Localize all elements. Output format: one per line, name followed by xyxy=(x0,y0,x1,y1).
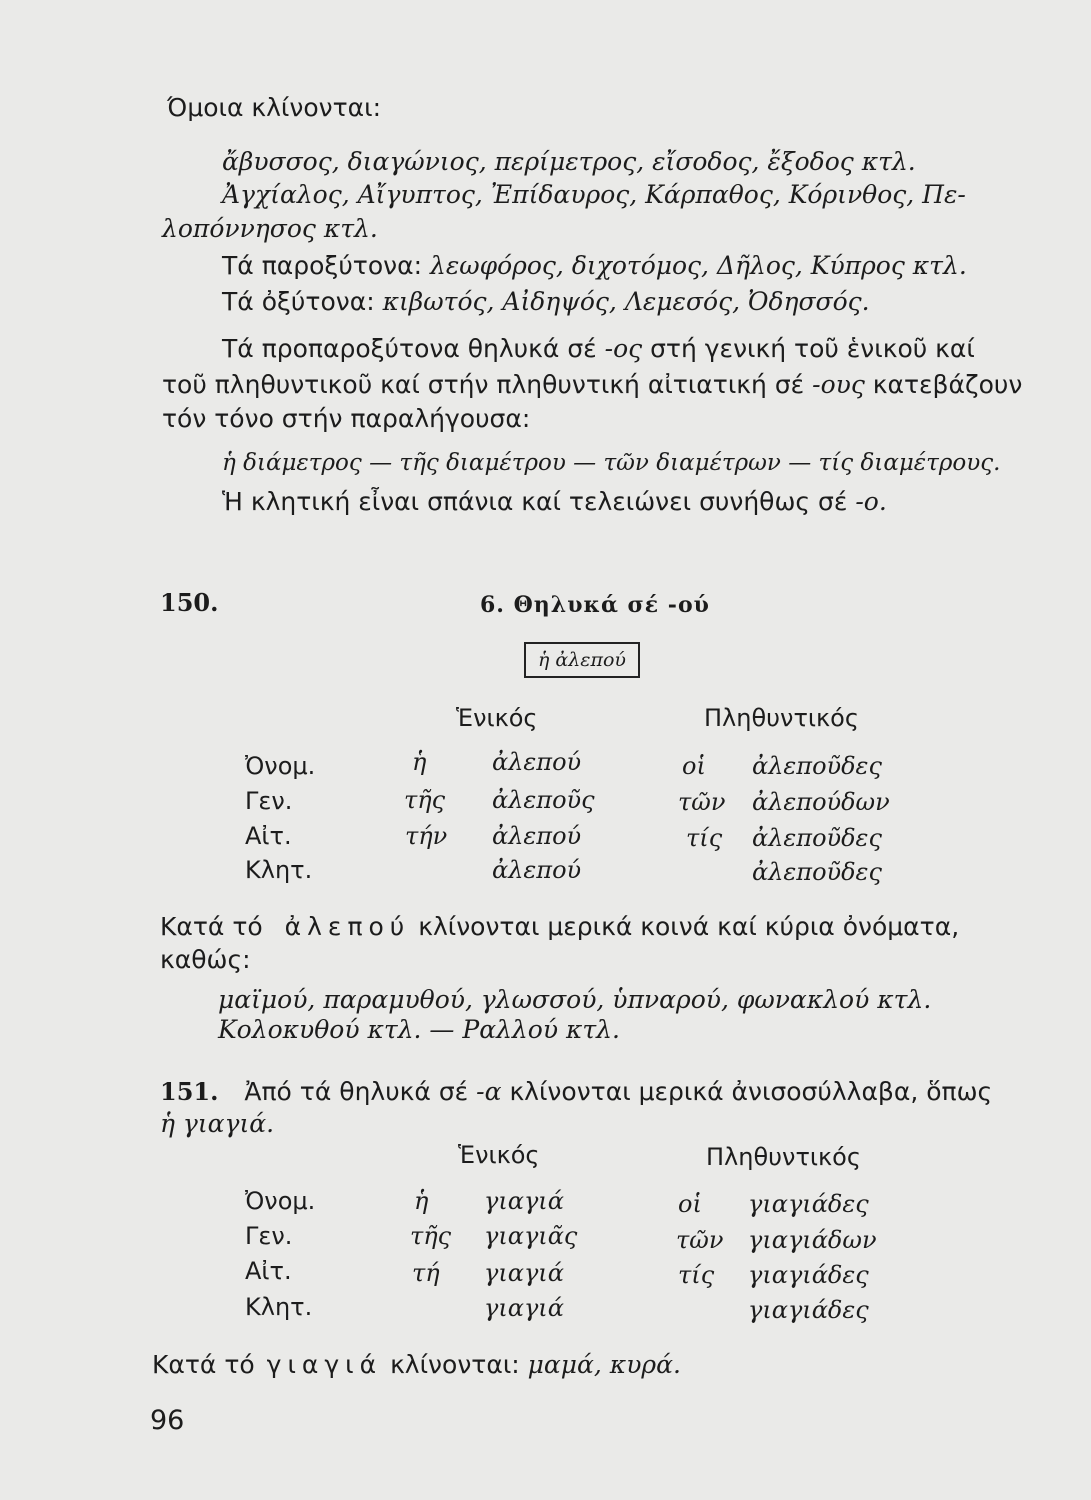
form-singular: γιαγιά xyxy=(484,1259,564,1287)
col-plural-151: Πληθυντικός xyxy=(706,1143,861,1171)
article-plural: οἱ xyxy=(678,1190,702,1218)
rule-line-1 xyxy=(222,334,975,364)
homoia-line-3: λοπόννησος κτλ. xyxy=(162,214,378,243)
intro-text: κλίνονται μερικά ἀνισοσύλλαβα, ὅπως xyxy=(501,1077,993,1106)
section-151-final-line xyxy=(152,1350,681,1380)
article-plural: τῶν xyxy=(678,788,726,816)
form-singular: ἀλεπού xyxy=(492,748,582,776)
after-text: Κατά τό xyxy=(160,912,271,941)
article-singular: ἡ xyxy=(412,748,427,776)
case-label: Αἰτ. xyxy=(245,1257,292,1285)
page-number: 96 xyxy=(150,1405,185,1436)
article-plural: τῶν xyxy=(676,1226,724,1254)
section-150-after-line-1 xyxy=(160,912,959,942)
section-150-title: 6. Θηλυκά σέ -ού xyxy=(480,592,710,618)
form-plural: γιαγιάδες xyxy=(748,1190,869,1218)
rule-text: τοῦ πληθυντικοῦ καί στήν πληθυντική αἰτιατική σέ xyxy=(162,370,813,399)
paroxytona-label: Τά παροξύτονα: xyxy=(222,251,423,280)
case-label: Αἰτ. xyxy=(245,822,292,850)
article-singular: τῆς xyxy=(404,786,446,814)
form-plural: ἀλεποῦδες xyxy=(752,858,882,886)
section-151-intro-line-1 xyxy=(160,1077,992,1107)
article-singular: τῆς xyxy=(410,1222,452,1250)
col-singular-151: Ἑνικός xyxy=(458,1141,540,1169)
homoia-line-2: Ἀγχίαλος, Αἴγυπτος, Ἐπίδαυρος, Κάρπαθος, Κόρινθος, Πε- xyxy=(222,180,966,209)
rule-line-3: τόν τόνο στήν παραλήγουσα: xyxy=(162,404,531,433)
rule-text: Τά προπαροξύτονα θηλυκά σέ xyxy=(222,334,605,363)
col-plural-150: Πληθυντικός xyxy=(704,704,859,732)
case-label: Ὀνομ. xyxy=(245,1187,316,1215)
form-singular: γιαγιά xyxy=(484,1187,564,1215)
case-label: Γεν. xyxy=(245,787,293,815)
article-singular: τή xyxy=(412,1259,440,1287)
final-text: κλίνονται: xyxy=(382,1350,528,1379)
paroxytona-words: λεωφόρος, διχοτόμος, Δῆλος, Κύπρος κτλ. xyxy=(429,251,967,280)
form-singular: ἀλεπού xyxy=(492,856,582,884)
case-label: Ὀνομ. xyxy=(245,752,316,780)
section-150-examples-2: Κολοκυθού κτλ. — Ραλλού κτλ. xyxy=(218,1015,620,1044)
rule-line-2 xyxy=(162,370,1022,400)
paroxytona-line xyxy=(222,251,967,281)
section-150-after-line-2: καθώς: xyxy=(160,945,251,974)
form-plural: ἀλεπούδων xyxy=(752,788,890,816)
intro-ending: -α xyxy=(476,1077,502,1106)
section-151-intro-line-2: ἡ γιαγιά. xyxy=(160,1109,275,1138)
article-plural: τίς xyxy=(678,1261,715,1289)
form-singular: ἀλεπού xyxy=(492,822,582,850)
rule-text: στή γενική τοῦ ἑνικοῦ καί xyxy=(642,334,975,363)
rule-ending-os: -ος xyxy=(604,334,643,363)
form-plural: ἀλεποῦδες xyxy=(752,752,882,780)
section-151-number: 151. xyxy=(160,1077,219,1106)
form-plural: γιαγιάδων xyxy=(748,1226,877,1254)
article-plural: οἱ xyxy=(682,752,706,780)
homoia-line-1: ἄβυσσος, διαγώνιος, περίμετρος, εἴσοδος, ἔξοδος κτλ. xyxy=(222,147,916,176)
vocative-ending: -ο. xyxy=(855,487,887,516)
section-150-examples-1: μαϊμού, παραμυθού, γλωσσού, ὑπναρού, φωνακλού κτλ. xyxy=(218,985,932,1014)
article-singular: τήν xyxy=(405,822,448,850)
homoia-label: Όμοια κλίνονται: xyxy=(167,93,382,122)
after-text: κλίνονται μερικά κοινά καί κύρια ὀνόματα, xyxy=(410,912,960,941)
case-label: Γεν. xyxy=(245,1222,293,1250)
section-150-number: 150. xyxy=(160,588,219,617)
article-plural: τίς xyxy=(686,824,723,852)
final-examples: μαμά, κυρά. xyxy=(527,1350,681,1379)
spaced-headword: ἀλεπού xyxy=(284,912,411,941)
article-singular: ἡ xyxy=(414,1187,429,1215)
form-singular: ἀλεποῦς xyxy=(492,786,595,814)
vocative-line xyxy=(222,487,887,517)
rule-ending-ous: -ους xyxy=(812,370,865,399)
vocative-text: Ἡ κλητική εἶναι σπάνια καί τελειώνει συνήθως σέ xyxy=(222,487,856,516)
oxytona-words: κιβωτός, Αἰδηψός, Λεμεσός, Ὀδησσός. xyxy=(382,287,870,316)
spaced-headword: γιαγιά xyxy=(266,1350,383,1379)
example-line: ἡ διάμετρος — τῆς διαμέτρου — τῶν διαμέτρων — τίς διαμέτρους. xyxy=(222,450,1001,476)
form-plural: γιαγιάδες xyxy=(748,1261,869,1289)
form-singular: γιαγιά xyxy=(484,1294,564,1322)
col-singular-150: Ἑνικός xyxy=(456,704,538,732)
case-label: Κλητ. xyxy=(245,856,313,884)
intro-text: Ἀπό τά θηλυκά σέ xyxy=(244,1077,477,1106)
form-plural: γιαγιάδες xyxy=(748,1296,869,1324)
final-text: Κατά τό xyxy=(152,1350,263,1379)
case-label: Κλητ. xyxy=(245,1293,313,1321)
form-singular: γιαγιᾶς xyxy=(484,1222,578,1250)
section-150-headword-box: ἡ ἀλεπού xyxy=(524,642,640,678)
oxytona-line xyxy=(222,287,870,317)
oxytona-label: Τά ὀξύτονα: xyxy=(222,287,375,316)
form-plural: ἀλεποῦδες xyxy=(752,824,882,852)
rule-text: κατεβάζουν xyxy=(864,370,1023,399)
